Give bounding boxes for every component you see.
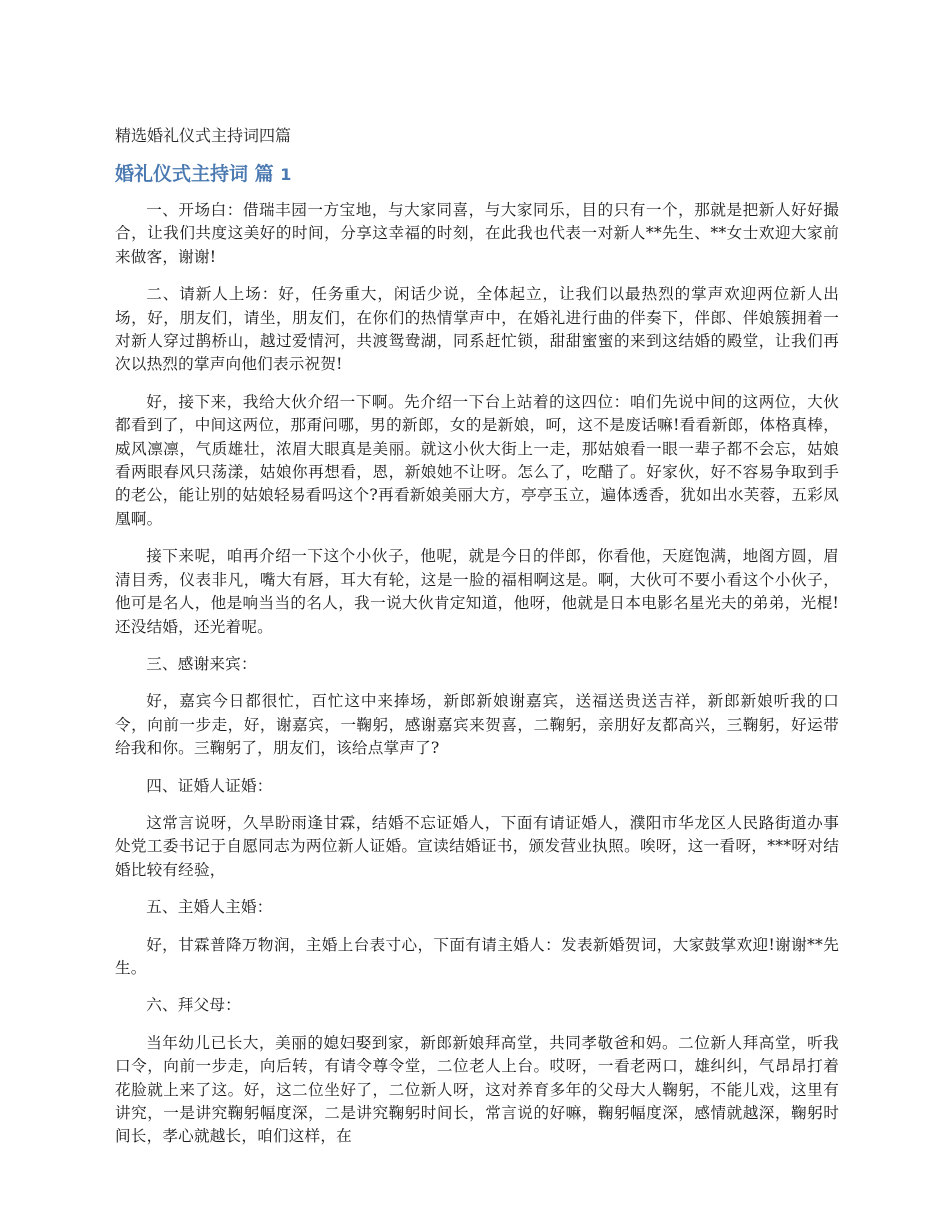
paragraph-witness-heading: 四、证婚人证婚： xyxy=(146,776,273,795)
section-heading-text: 婚礼仪式主持词 篇 xyxy=(115,163,274,185)
section-number: 1 xyxy=(280,165,292,184)
paragraph-bow-parents-heading: 六、拜父母： xyxy=(146,996,241,1015)
paragraph-opening: 一、开场白：借瑞丰园一方宝地，与大家同喜，与大家同乐，目的只有一个，那就是把新人好好撮合，让我们共度这美好的时间，分享这幸福的时刻，在此我也代表一对新人**先生、**女士欢迎大家前来做客，谢谢! xyxy=(115,201,839,266)
paragraph-introduce-couple: 好，接下来，我给大伙介绍一下啊。先介绍一下台上站着的这四位：咱们先说中间的这两位，大伙都看到了，中间这两位，那甭问哪，男的新郎，女的是新娘，呵，这不是废话嘛!看看新郎，体格真棒，威风凛凛，气质雄壮，浓眉大眼真是美丽。就这小伙大街上一走，那姑娘看一眼一辈子都不会忘，姑娘看两眼春风只荡漾，姑娘你再想看，恩，新娘她不让呀。怎么了，吃醋了。好家伙，好不容易争取到手的老公，能让别的姑娘轻易看吗这个?再看新娘美丽大方，亭亭玉立，遍体透香，犹如出水芙蓉，五彩凤凰啊。 xyxy=(115,392,839,528)
paragraph-officiant: 好，甘霖普降万物润，主婚上台表寸心，下面有请主婚人：发表新婚贺词，大家鼓掌欢迎!谢谢**先生。 xyxy=(115,935,839,977)
paragraph-thank-guests-heading: 三、感谢来宾： xyxy=(146,654,257,673)
document-title: 精选婚礼仪式主持词四篇 xyxy=(115,126,292,145)
paragraph-introduce-groomsman: 接下来呢，咱再介绍一下这个小伙子，他呢，就是今日的伴郎，你看他，天庭饱满，地阁方圆，眉清目秀，仪表非凡，嘴大有唇，耳大有轮，这是一脸的福相啊这是。啊，大伙可不要小看这个小伙子，他可是名人，他是响当当的名人，我一说大伙肯定知道，他呀，他就是日本电影名星光夫的弟弟，光棍!还没结婚，还光着呢。 xyxy=(115,547,839,636)
section-heading xyxy=(115,160,839,189)
paragraph-witness: 这常言说呀，久旱盼雨逢甘霖，结婚不忘证婚人，下面有请证婚人，濮阳市华龙区人民路街道办事处党工委书记于自愿同志为两位新人证婚。宣读结婚证书，颁发营业执照。唉呀，这一看呀，***呀对结婚比较有经验， xyxy=(115,813,839,879)
paragraph-bow-parents: 当年幼儿已长大，美丽的媳妇娶到家，新郎新娘拜高堂，共同孝敬爸和妈。二位新人拜高堂，听我口令，向前一步走，向后转，有请令尊令堂，二位老人上台。哎呀，一看老两口，雄纠纠，气昂昂打着花脸就上来了这。好，这二位坐好了，二位新人呀，这对养育多年的父母大人鞠躬，不能儿戏，这里有讲究，一是讲究鞠躬幅度深，二是讲究鞠躬时间长，常言说的好嘛，鞠躬幅度深，感情就越深，鞠躬时间长，孝心就越长，咱们这样，在 xyxy=(115,1033,839,1146)
document-page xyxy=(115,124,839,1163)
paragraph-thank-guests: 好，嘉宾今日都很忙，百忙这中来捧场，新郎新娘谢嘉宾，送福送贵送吉祥，新郎新娘听我的口令，向前一步走，好，谢嘉宾，一鞠躬，感谢嘉宾来贺喜，二鞠躬，亲朋好友都高兴，三鞠躬，好运带给我和你。三鞠躬了，朋友们，该给点掌声了? xyxy=(115,692,839,758)
paragraph-officiant-heading: 五、主婚人主婚： xyxy=(146,898,273,917)
paragraph-invite-couple: 二、请新人上场：好，任务重大，闲话少说，全体起立，让我们以最热烈的掌声欢迎两位新人出场，好，朋友们，请坐，朋友们，在你们的热情掌声中，在婚礼进行曲的伴奏下，伴郎、伴娘簇拥着一对新人穿过鹊桥山，越过爱情河，共渡鸳鸯湖，同系赶忙锁，甜甜蜜蜜的来到这结婚的殿堂，让我们再次以热烈的掌声向他们表示祝贺! xyxy=(115,285,839,374)
